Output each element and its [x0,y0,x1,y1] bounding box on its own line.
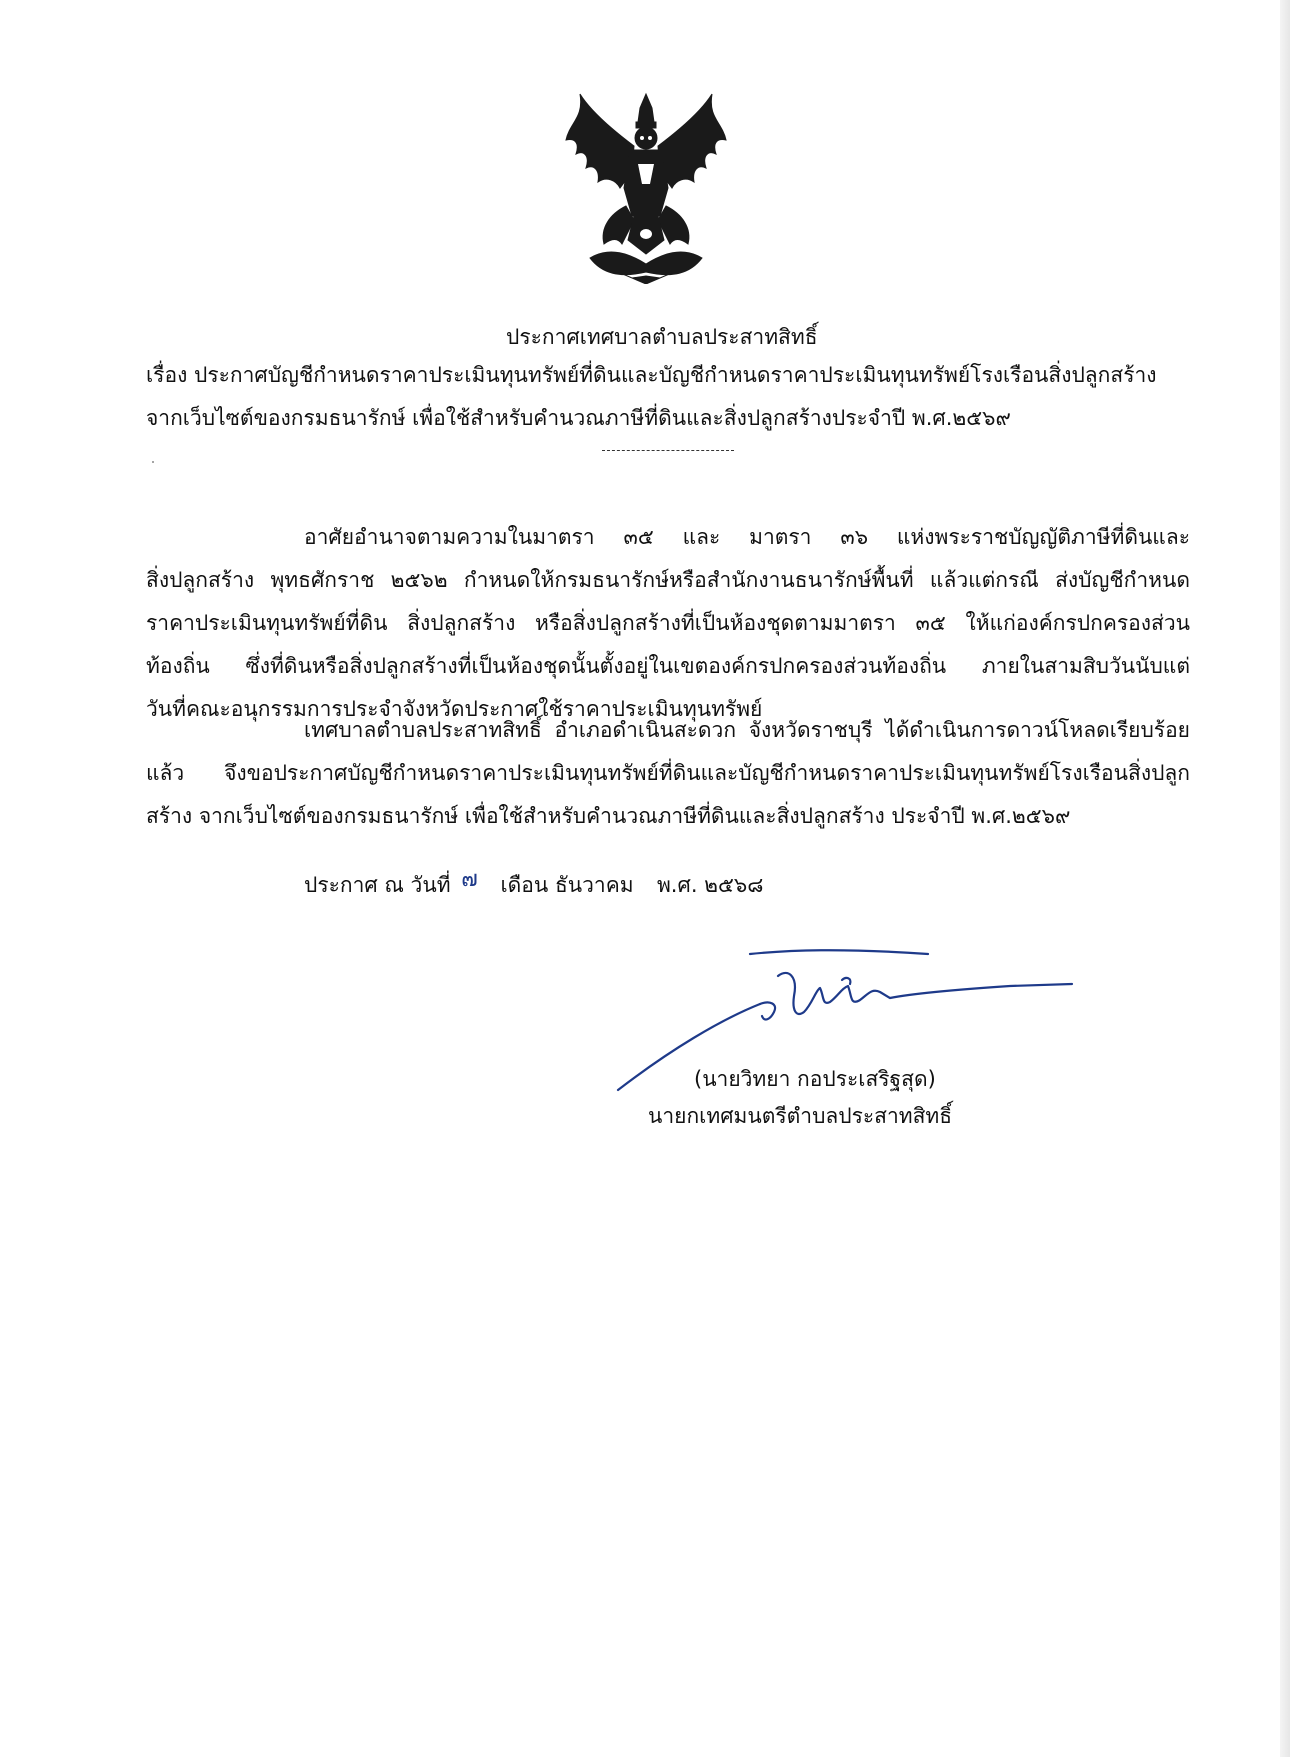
paragraph-action [146,709,1190,838]
announcement-title: ประกาศเทศบาลตำบลประสาทสิทธิ์ [506,325,818,349]
dateline-month: เดือน ธันวาคม [500,873,634,897]
paragraph-line: เทศบาลตำบลประสาทสิทธิ์ อำเภอดำเนินสะดวก จังหวัดราชบุรี ได้ดำเนินการดาวน์โหลดเรียบร้อย [304,718,1190,742]
dateline-year: พ.ศ. ๒๕๖๘ [656,873,764,897]
dateline-prefix: ประกาศ ณ วันที่ [304,873,451,897]
paragraph-line: ท้องถิ่น ซึ่งที่ดินหรือสิ่งปลูกสร้างที่เป็นห้องชุดนั้นตั้งอยู่ในเขตองค์กรปกครองส่วนท้องถิ่น ภายในสามสิบวันนับแต่ [146,654,1190,678]
paragraph-line: ราคาประเมินทุนทรัพย์ที่ดิน สิ่งปลูกสร้าง หรือสิ่งปลูกสร้างที่เป็นห้องชุดตามมาตรา ๓๕ ให้แก่องค์กรปกครองส่วน [146,611,1190,635]
dateline-day-handwritten: ๗ [461,867,478,892]
paragraph-line: แล้ว จึงขอประกาศบัญชีกำหนดราคาประเมินทุนทรัพย์ที่ดินและบัญชีกำหนดราคาประเมินทุนทรัพย์โรงเรือนสิ่งปลูก [146,761,1190,785]
scan-speck [152,461,154,463]
paragraph-line: สิ่งปลูกสร้าง พุทธศักราช ๒๕๖๒ กำหนดให้กรมธนารักษ์หรือสำนักงานธนารักษ์พื้นที่ แล้วแต่กรณี ส่งบัญชีกำหนด [146,568,1190,592]
subject-line-2: จากเว็บไซต์ของกรมธนารักษ์ เพื่อใช้สำหรับคำนวณภาษีที่ดินและสิ่งปลูกสร้างประจำปี พ.ศ.๒๕๖๙ [146,406,1011,430]
announcement-dateline [304,867,764,901]
garuda-emblem-icon [560,88,732,284]
signer-position: นายกเทศมนตรีตำบลประสาทสิทธิ์ [648,1104,953,1128]
paragraph-line: สร้าง จากเว็บไซต์ของกรมธนารักษ์ เพื่อใช้สำหรับคำนวณภาษีที่ดินและสิ่งปลูกสร้าง ประจำปี พ.ศ.๒๕๖๙ [146,804,1071,828]
signer-name: (นายวิทยา กอประเสริฐสุด) [694,1067,936,1091]
page-edge [1280,0,1290,1757]
subject-line-1: เรื่อง ประกาศบัญชีกำหนดราคาประเมินทุนทรัพย์ที่ดินและบัญชีกำหนดราคาประเมินทุนทรัพย์โรงเรือนสิ่งปลูกสร้าง [146,363,1157,387]
paragraph-line: วันที่คณะอนุกรรมการประจำจังหวัดประกาศใช้ราคาประเมินทุนทรัพย์ [146,697,763,721]
paragraph-line: อาศัยอำนาจตามความในมาตรา ๓๕ และ มาตรา ๓๖ แห่งพระราชบัญญัติภาษีที่ดินและ [304,525,1190,549]
paragraph-authority [146,516,1190,731]
divider-line [602,450,734,451]
